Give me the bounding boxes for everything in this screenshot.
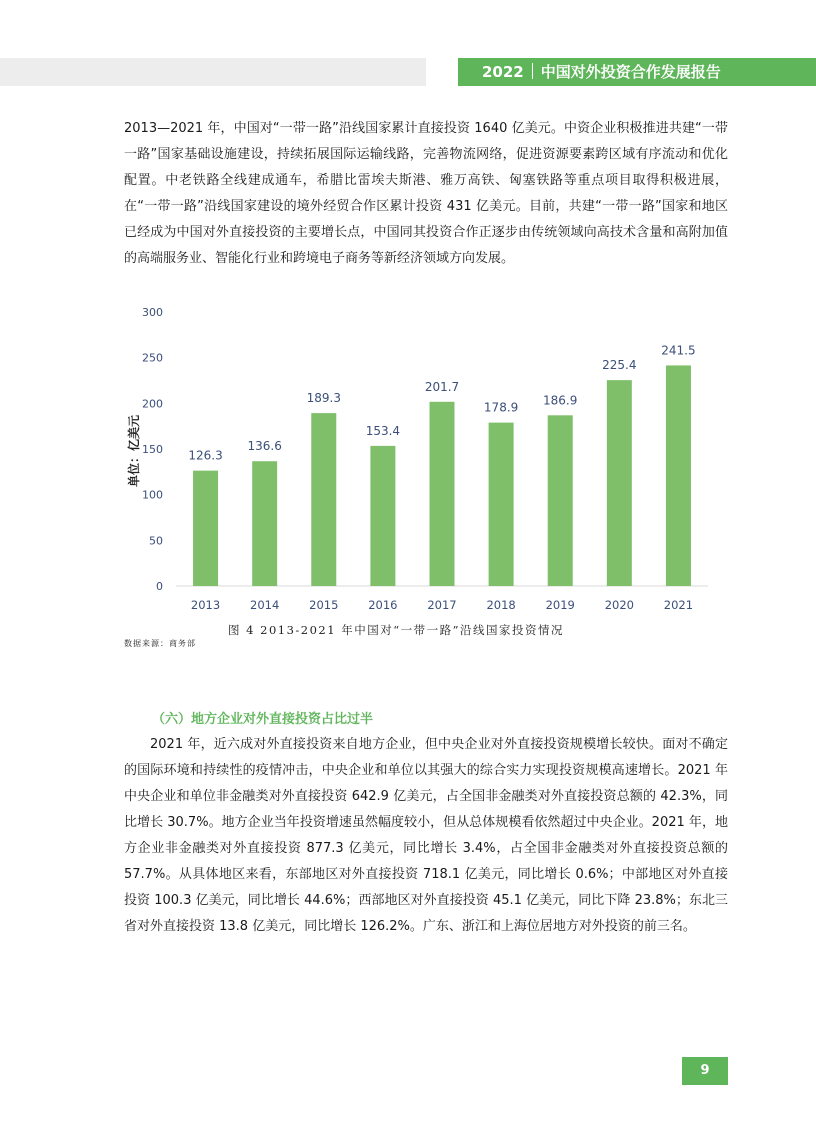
bar-2018 [489,423,514,586]
x-tick-label-2018: 2018 [486,598,516,612]
bar-2015 [311,413,336,586]
data-label-2021: 241.5 [661,343,696,358]
data-label-2015: 189.3 [306,391,341,406]
x-tick-label-2014: 2014 [250,598,280,612]
x-tick-label-2021: 2021 [663,598,694,612]
x-tick-label-2017: 2017 [427,598,457,612]
data-label-2016: 153.4 [365,423,401,438]
data-label-2019: 186.9 [543,393,578,408]
report-header [458,58,816,86]
bar-2016 [370,446,395,586]
bar-2014 [252,461,277,586]
x-tick-label-2015: 2015 [309,598,339,612]
section-heading: （六）地方企业对外直接投资占比过半 [152,712,374,727]
bar-2020 [607,380,632,586]
bar-chart [116,296,716,616]
y-tick-label: 150 [142,443,163,456]
y-tick-label: 300 [142,306,163,319]
x-tick-label-2013: 2013 [190,598,221,612]
data-label-2017: 201.7 [424,379,460,394]
data-label-2014: 136.6 [247,439,282,454]
bar-2013 [193,471,218,586]
data-source: 数据来源：商务部 [124,639,196,648]
data-label-2013: 126.3 [188,448,223,463]
x-tick-label-2020: 2020 [604,598,634,612]
figure-caption: 图 4 2013-2021 年中国对“一带一路”沿线国家投资情况 [228,623,564,637]
y-tick-label: 250 [142,351,163,365]
report-year: 2022 [482,63,524,81]
data-label-2020: 225.4 [602,358,637,373]
paragraph-belt-road-investment: 2013—2021 年，中国对“一带一路”沿线国家累计直接投资 1640 亿美元。中资企业积极推进共建“一带一路”国家基础设施建设，持续拓展国际运输线路，完善物流网络，促进资源要素跨区域有序流动和优化配置。中老铁路全线建成通车，希腊比雷埃夫斯港、雅万高铁、匈塞铁路等重点项目取得积极进展，在“一带一路”沿线国家建设的境外经贸合作区累计投资 431 亿美元。目前，共建“一带一路”国家和地区已经成为中国对外直接投资的主要增长点，中国同其投资合作正逐步由传统领域向高技术含量和高附加值的高端服务业、智能化行业和跨境电子商务等新经济领域方向发展。 [124,121,728,266]
y-tick-label: 0 [156,580,163,593]
report-title: 中国对外投资合作发展报告 [540,63,721,81]
y-axis-label: 单位：亿美元 [127,414,141,488]
y-tick-label: 50 [149,534,163,548]
y-tick-label: 100 [142,488,163,502]
paragraph-local-enterprises: 2021 年，近六成对外直接投资来自地方企业，但中央企业对外直接投资规模增长较快。面对不确定的国际环境和持续性的疫情冲击，中央企业和单位以其强大的综合实力实现投资规模高速增长。2021 年中央企业和单位非金融类对外直接投资 642.9 亿美元，占全国非金融类对外直接投资总额的 42.3%，同比增长 30.7%。地方企业当年投资增速虽然幅度较小，但从总体规模看依然超过中央企业。2021 年，地方企业非金融类对外直接投资 877.3 亿美元，同比增长 3.4%，占全国非金融类对外直接投资总额的 57.7%。从具体地区来看，东部地区对外直接投资 718.1 亿美元，同比增长 0.6%；中部地区对外直接投资 100.3 亿美元，同比增长 44.6%；西部地区对外直接投资 45.1 亿美元，同比下降 23.8%；东北三省对外直接投资 13.8 亿美元，同比增长 126.2%。广东、浙江和上海位居地方对外投资的前三名。 [124,737,728,934]
x-tick-label-2019: 2019 [545,598,575,612]
bar-2021 [666,365,691,586]
y-tick-label: 200 [142,397,163,411]
header-divider [532,63,533,79]
data-label-2018: 178.9 [483,400,519,415]
header-gray-band [0,58,426,86]
bar-2019 [548,415,573,586]
x-tick-label-2016: 2016 [368,598,398,612]
bar-2017 [430,402,455,586]
page-number: 9 [682,1057,728,1085]
